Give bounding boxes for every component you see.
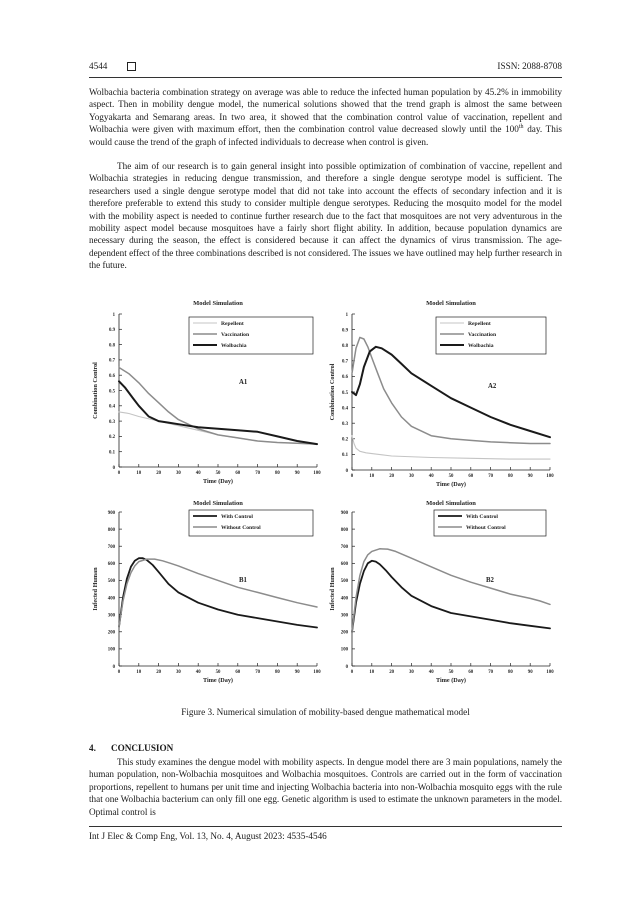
y-tick-label: 0 [345,664,348,670]
x-tick-label: 50 [215,670,221,675]
x-tick-label: 50 [448,474,454,479]
series-line-without-control [119,559,317,627]
y-tick-label: 400 [340,596,348,602]
x-tick-label: 60 [468,474,474,479]
legend-entry: Vaccination [468,332,497,338]
y-tick-label: 1 [345,312,348,318]
panel-label: A2 [488,383,497,390]
y-tick-label: 0 [112,664,115,670]
chart-b1 [89,496,325,691]
y-tick-label: 400 [107,596,115,602]
footer-rule [89,826,562,827]
y-axis-label: Combination Control [329,363,336,421]
x-tick-label: 10 [136,670,142,675]
y-tick-label: 800 [107,527,115,533]
paragraph-1: Wolbachia bacteria combination strategy on average was able to reduce the infected human population by 45.2% in immobility aspect. Then in mobility dengue model, the numerical solutions showed that the trend graph is almost the same between Yogyakarta and Semarang areas. In two area, it showed that the combination control value of vaccination, repellent and Wolbachia were given with maximum effort, then the combination control value decreased slowly until the 100th day. This would cause the trend of the graph of infected individuals to decrease when control is given. [89,87,562,147]
y-tick-label: 900 [107,510,115,516]
y-tick-label: 900 [340,510,348,516]
x-tick-label: 100 [546,474,554,479]
legend-entry: Without Control [221,525,261,531]
y-tick-label: 0 [345,468,348,474]
y-tick-label: 0.6 [109,374,115,379]
y-tick-label: 0.7 [109,358,115,364]
x-tick-label: 0 [117,670,121,675]
x-tick-label: 70 [488,670,493,675]
y-tick-label: 200 [107,630,115,636]
panel-label: B2 [486,577,494,584]
y-tick-label: 700 [340,545,348,551]
legend-entry: With Control [466,514,498,520]
conclusion-paragraph: This study examines the dengue model with mobility aspects. In dengue model there are 3 main populations, namely the human population, non-Wolbachia mosquitoes and Wolbachia mosquitoes. Controls are carried out in the form of vaccination proportions, repellent to humans per unit time and injecting Wolbachia bacteria into non-Wolbachia mosquito eggs with the rule that one Wolbachia bacterium can only fill one egg. Genetic algorithm is used to estimate the unknown parameters in the model. Optimal control is [89,757,562,817]
y-axis-label: Infected Human [92,567,99,611]
x-tick-label: 100 [313,670,321,675]
section-heading [89,743,173,753]
y-tick-label: 0.9 [342,328,348,334]
x-tick-label: 30 [176,471,181,476]
x-axis-label: Time (Day) [436,677,466,684]
issn: ISSN: 2088-8708 [497,61,562,71]
x-tick-label: 70 [255,670,260,675]
x-tick-label: 30 [409,474,414,479]
y-tick-label: 0.1 [342,453,348,459]
x-tick-label: 90 [294,471,300,476]
x-tick-label: 80 [508,670,513,675]
y-tick-label: 0.1 [109,450,115,456]
chart-b2 [326,496,562,691]
legend-entry: Vaccination [221,332,250,338]
legend-entry: With Control [221,514,253,520]
x-tick-label: 0 [350,474,354,479]
legend-entry: Wolbachia [221,343,247,349]
x-tick-label: 60 [468,670,474,675]
y-tick-label: 0.2 [109,435,115,441]
x-tick-label: 20 [156,471,161,476]
x-tick-label: 70 [255,471,260,476]
x-tick-label: 80 [275,471,280,476]
x-tick-label: 20 [389,474,394,479]
x-tick-label: 30 [409,670,414,675]
x-tick-label: 30 [176,670,181,675]
paragraph-2: The aim of our research is to gain general insight into possible optimization of combination of vaccine, repellent and Wolbachia strategies in reducing dengue transmission, and therefore a single dengue serotype model is sufficient. The researchers used a single dengue serotype model that did not take into account the effects of secondary infection and it is therefore preferable to extend this study to consider multiple dengue serotypes. Reducing the mosquito model for the model with the mobility aspect is needed to continue further research due to the fact that mosquitoes are not very adventurous in the mobility aspect model because mosquitoes have a fairly short flight ability. In addition, because population dynamics are necessary during the season, the effect is considered because it can affect the dynamics of virus transmission. The age-dependent effect of the three combinations described is not considered. The issues we have outlined may help further research in the future. [89,161,562,271]
x-tick-label: 60 [235,471,241,476]
y-tick-label: 1 [112,312,115,318]
y-tick-label: 0.4 [109,404,115,410]
x-tick-label: 70 [488,474,493,479]
x-tick-label: 40 [195,670,201,675]
x-tick-label: 90 [294,670,300,675]
y-tick-label: 100 [107,647,115,653]
y-tick-label: 0.5 [109,389,115,395]
y-tick-label: 500 [340,579,348,585]
x-tick-label: 90 [527,474,533,479]
chart-title: Model Simulation [426,500,476,507]
x-tick-label: 40 [195,471,201,476]
chart-a2 [326,296,562,492]
running-footer: Int J Elec & Comp Eng, Vol. 13, No. 4, August 2023: 4535-4546 [89,831,327,841]
y-tick-label: 0.4 [342,406,348,412]
legend-entry: Repellent [468,321,491,327]
figure-caption: Figure 3. Numerical simulation of mobility-based dengue mathematical model [181,707,470,717]
legend-entry: Wolbachia [468,343,494,349]
series-line-vaccination [119,368,317,445]
x-axis-label: Time (Day) [203,478,233,485]
x-tick-label: 40 [428,670,434,675]
section-title: CONCLUSION [111,743,174,753]
y-tick-label: 300 [340,613,348,619]
x-tick-label: 80 [275,670,280,675]
x-tick-label: 100 [546,670,554,675]
y-tick-label: 700 [107,545,115,551]
page-number: 4544 [89,61,108,71]
header-rule [89,77,562,78]
y-tick-label: 0 [112,465,115,471]
x-tick-label: 10 [369,670,375,675]
x-tick-label: 20 [156,670,161,675]
x-tick-label: 0 [117,471,121,476]
panel-label: B1 [239,577,247,584]
x-tick-label: 40 [428,474,434,479]
y-tick-label: 100 [340,647,348,653]
x-tick-label: 10 [369,474,375,479]
legend-entry: Repellent [221,321,244,327]
chart-title: Model Simulation [426,300,476,307]
y-tick-label: 0.3 [109,419,115,425]
legend-entry: Without Control [466,525,506,531]
y-tick-label: 0.8 [342,344,348,349]
x-tick-label: 100 [313,471,321,476]
x-tick-label: 0 [350,670,354,675]
y-axis-label: Combination Control [92,362,99,419]
y-tick-label: 0.8 [109,343,115,349]
running-header [89,61,562,75]
x-tick-label: 50 [215,471,221,476]
y-tick-label: 500 [107,579,115,585]
x-tick-label: 20 [389,670,394,675]
y-tick-label: 0.6 [342,375,348,381]
section-number: 4. [89,743,96,753]
chart-a1 [89,296,325,492]
x-tick-label: 10 [136,471,142,476]
x-tick-label: 50 [448,670,454,675]
y-tick-label: 300 [107,613,115,619]
y-tick-label: 600 [107,562,115,568]
figure-3 [89,296,562,691]
y-tick-label: 600 [340,562,348,568]
x-axis-label: Time (Day) [203,677,233,684]
series-line-wolbachia [352,347,550,437]
y-tick-label: 0.3 [342,422,348,427]
chart-title: Model Simulation [193,500,243,507]
x-tick-label: 80 [508,474,513,479]
y-tick-label: 0.2 [342,437,348,443]
x-tick-label: 90 [527,670,533,675]
series-line-with-control [119,558,317,627]
x-tick-label: 60 [235,670,241,675]
y-tick-label: 0.7 [342,359,348,365]
x-axis-label: Time (Day) [436,481,466,488]
chart-title: Model Simulation [193,300,243,307]
panel-label: A1 [239,379,248,386]
square-bullet-icon [127,62,136,71]
series-line-without-control [352,549,550,632]
y-tick-label: 0.5 [342,390,348,396]
y-axis-label: Infected Human [329,567,336,611]
y-tick-label: 800 [340,527,348,533]
y-tick-label: 200 [340,630,348,636]
y-tick-label: 0.9 [109,328,115,334]
